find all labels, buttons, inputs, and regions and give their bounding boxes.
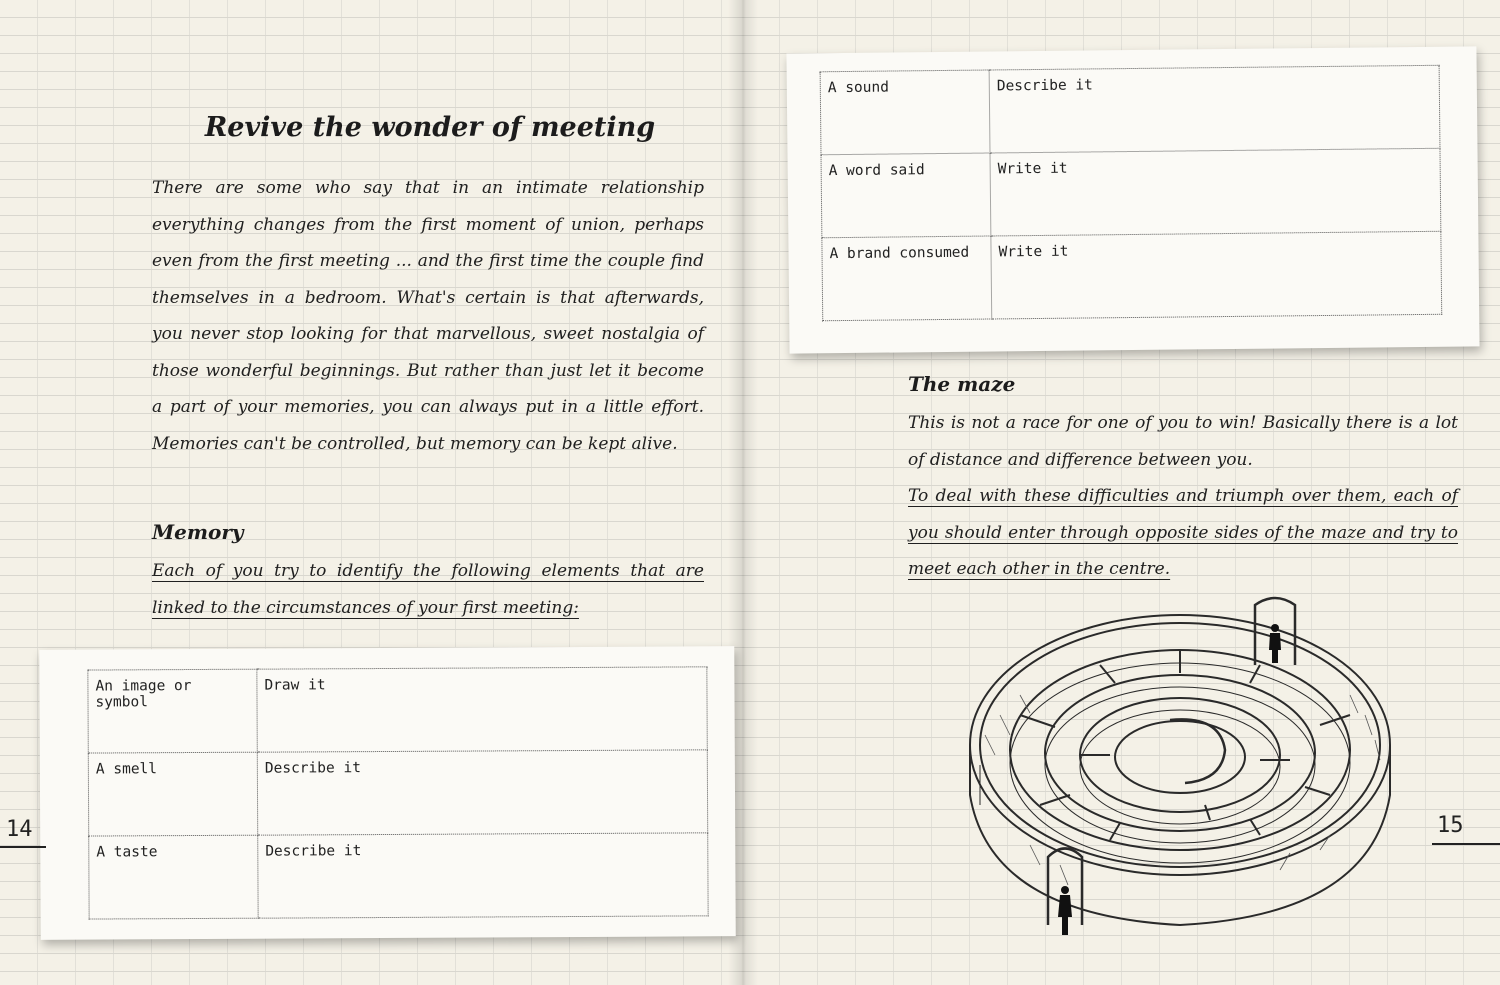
maze-illustration — [960, 595, 1400, 955]
answer-cell[interactable]: Write it — [991, 231, 1442, 319]
answer-cell[interactable]: Draw it — [257, 667, 707, 752]
memory-table-right — [820, 65, 1443, 321]
memory-heading: Memory — [152, 520, 244, 544]
page-number-rule-left — [0, 846, 46, 848]
page-title: Revive the wonder of meeting — [204, 112, 656, 143]
intro-paragraph: There are some who say that in an intimate relationship everything changes from the first moment of union, perhaps even from the first meeting ... and the first time the couple find themselves in a bedroom. What's certain is that afterwards, you never stop looking for that marvellous, sweet nostalgia of those wonderful beginnings. But rather than just let it become a part of your memories, you can always put in a little effort. Memories can't be controlled, but memory can be kept alive. — [152, 178, 704, 454]
memory-card-left — [39, 646, 736, 940]
element-cell: A taste — [89, 835, 258, 919]
table-row — [88, 667, 707, 753]
element-cell: A sound — [820, 70, 990, 155]
page-number-rule-right — [1432, 843, 1500, 845]
maze-instruction: To deal with these difficulties and triumph over them, each of you should enter through opposite sides of the maze and try to meet each other in the centre. — [908, 486, 1458, 579]
person-figure-front — [1058, 886, 1072, 935]
table-row — [821, 148, 1441, 237]
element-cell: An image or symbol — [88, 669, 257, 753]
memory-card-right — [786, 46, 1479, 353]
table-row — [820, 65, 1440, 154]
page-number-left: 14 — [6, 817, 33, 842]
memory-table-left — [87, 666, 708, 919]
answer-cell[interactable]: Describe it — [257, 750, 707, 835]
table-row — [88, 750, 707, 836]
answer-cell[interactable]: Describe it — [258, 833, 708, 918]
memory-instruction: Each of you try to identify the following elements that are linked to the circumstances of your first meeting: — [152, 561, 704, 618]
element-cell: A brand consumed — [822, 236, 992, 321]
table-row — [822, 231, 1442, 320]
page-number-right: 15 — [1437, 813, 1464, 838]
table-row — [89, 833, 708, 919]
answer-cell[interactable]: Write it — [990, 148, 1441, 236]
maze-heading: The maze — [908, 372, 1016, 396]
maze-intro: This is not a race for one of you to win! Basically there is a lot of distance and difference between you. — [908, 413, 1458, 470]
element-cell: A word said — [821, 153, 991, 238]
element-cell: A smell — [88, 752, 257, 836]
answer-cell[interactable]: Describe it — [989, 65, 1440, 153]
